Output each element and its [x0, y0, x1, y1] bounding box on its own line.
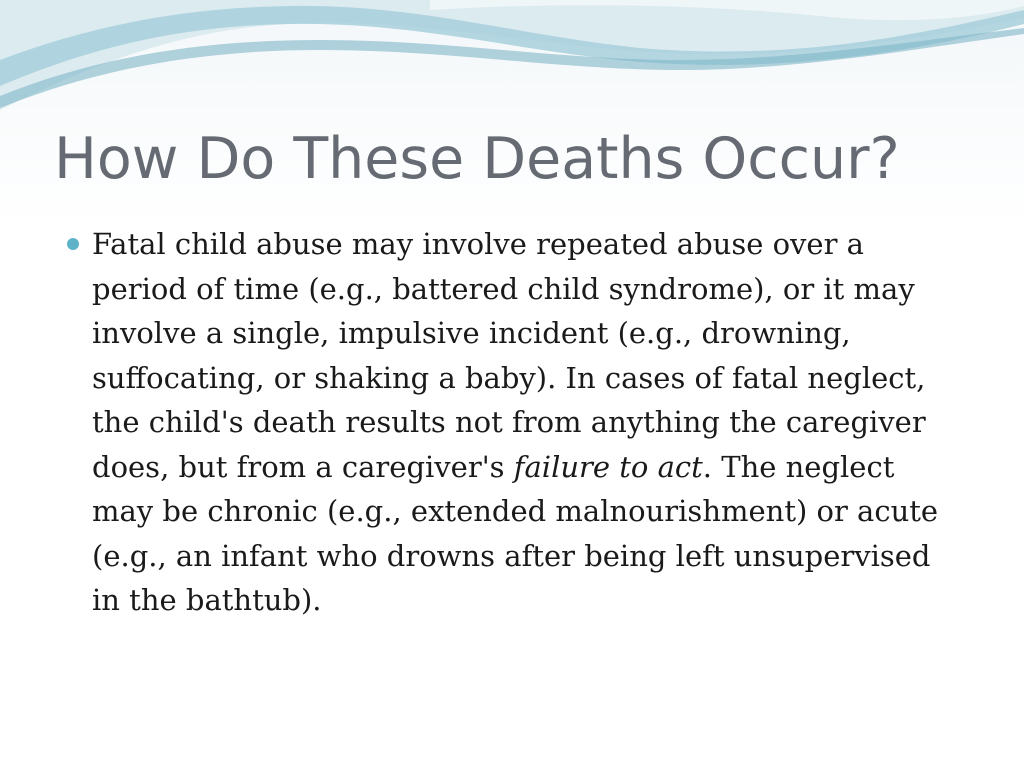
bullet-list [62, 222, 942, 623]
wave-decoration-icon [0, 0, 1024, 120]
slide-title: How Do These Deaths Occur? [54, 126, 900, 192]
bullet-text-part1: Fatal child abuse may involve repeated abuse over a period of time (e.g., battered child syndrome), or it may involve a single, impulsive incident (e.g., drowning, suffocating, or shaking a baby). In cases of fatal neglect, the child's death results not from anything the caregiver does, but from a caregiver's [92, 227, 926, 484]
bullet-text [92, 222, 942, 623]
bullet-item [62, 222, 942, 623]
bullet-text-part2: . The neglect may be chronic (e.g., extended malnourishment) or acute (e.g., an infant who drowns after being left unsupervised in the bathtub). [92, 449, 939, 617]
round-bullet-icon [67, 238, 79, 250]
bullet-text-italic: failure to act [513, 449, 703, 484]
